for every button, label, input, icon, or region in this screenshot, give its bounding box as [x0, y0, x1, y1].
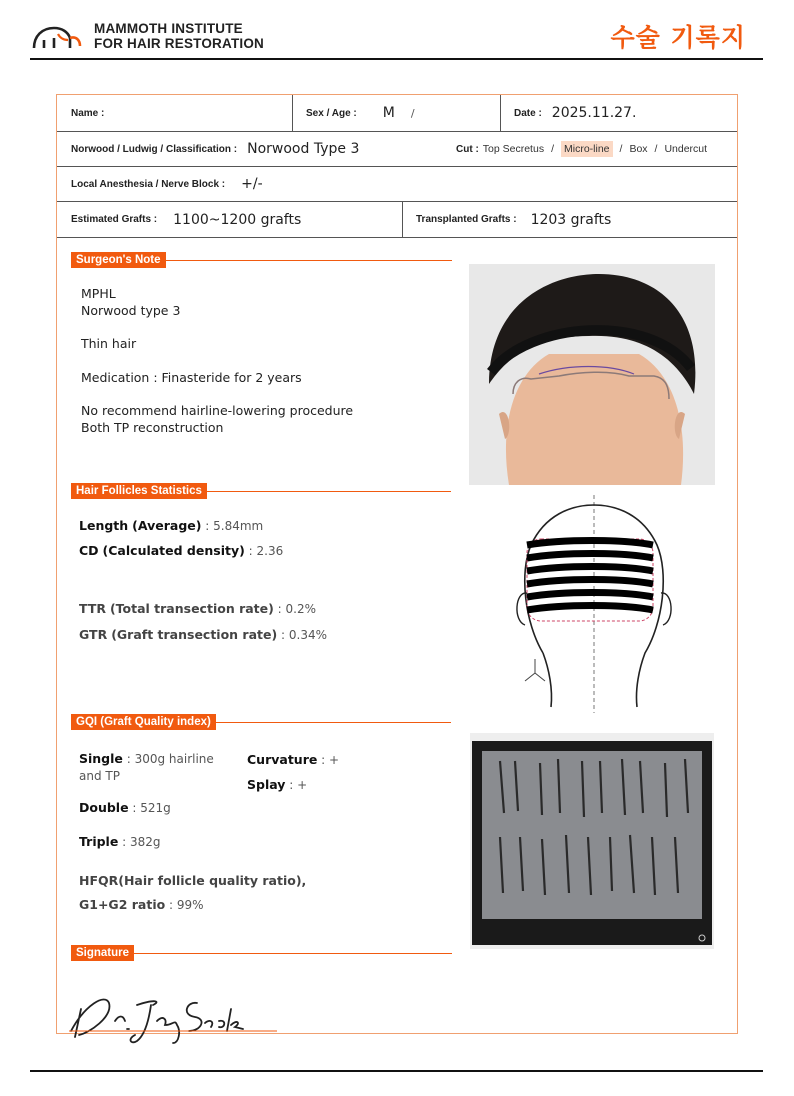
ttr-label: TTR [79, 601, 106, 616]
cd-paren: (Calculated density) [102, 543, 245, 558]
double-value: : 521g [128, 801, 171, 815]
header-divider [30, 58, 763, 60]
surgeons-note-text [81, 285, 353, 436]
follicle-stats-title: Hair Follicles Statistics [71, 483, 207, 499]
section-rule [166, 260, 452, 261]
cut-separator: / [619, 143, 623, 155]
note-line: Thin hair [81, 336, 137, 351]
signature-header [71, 945, 452, 961]
cd-stat [79, 543, 283, 558]
document-title: 수술 기록지 [610, 23, 746, 52]
single-value: : 300g hairline [122, 752, 214, 766]
transplanted-grafts-field[interactable] [416, 202, 611, 237]
cut-option-box[interactable]: Box [629, 143, 648, 155]
cut-separator: / [654, 143, 658, 155]
cd-label: CD [79, 543, 99, 558]
follicle-microscope-photo [470, 733, 714, 949]
single-stat-cont [79, 768, 120, 783]
single-label: Single [79, 751, 123, 766]
estimated-grafts-value: 1100~1200 grafts [173, 211, 302, 228]
ttr-value: : 0.2% [273, 602, 317, 616]
cut-option-top-secretus[interactable]: Top Secretus [482, 143, 545, 155]
date-label: Date : [514, 107, 542, 119]
follicle-stats-header [71, 483, 451, 499]
institute-logo [30, 20, 264, 52]
gtr-stat [79, 627, 327, 642]
mammoth-logo-icon [30, 20, 86, 52]
curvature-stat [247, 752, 339, 767]
note-line: Norwood type 3 [81, 303, 181, 318]
transplanted-grafts-label: Transplanted Grafts : [416, 214, 517, 225]
donor-area-diagram [513, 493, 673, 715]
divider [292, 95, 293, 131]
gqi-header [71, 714, 451, 730]
note-line: Medication : Finasteride for 2 years [81, 370, 302, 385]
double-stat [79, 800, 171, 815]
splay-value: : + [285, 778, 308, 792]
sex-age-field[interactable] [306, 95, 415, 131]
name-field[interactable] [71, 95, 112, 131]
section-rule [134, 953, 452, 954]
row-anesthesia [57, 167, 737, 202]
splay-stat [247, 777, 307, 792]
g1g2-value: : 99% [165, 898, 204, 912]
section-rule [216, 722, 451, 723]
cut-option-undercut[interactable]: Undercut [664, 143, 708, 155]
curvature-value: : + [317, 753, 340, 767]
splay-label: Splay [247, 777, 286, 792]
sex-value: M [382, 105, 395, 121]
row-classification-cut [57, 132, 737, 167]
gtr-label: GTR [79, 627, 108, 642]
triple-value: : 382g [118, 835, 161, 849]
triple-stat [79, 834, 161, 849]
cut-label: Cut : [456, 143, 479, 155]
anesthesia-label: Local Anesthesia / Nerve Block : [71, 178, 226, 190]
gtr-paren: (Graft transection rate) [111, 627, 278, 642]
row-name-sex-date [57, 95, 737, 132]
classification-label: Norwood / Ludwig / Classification : [71, 143, 238, 155]
ttr-stat [79, 601, 316, 616]
double-label: Double [79, 800, 129, 815]
gtr-value: : 0.34% [277, 628, 327, 642]
org-name-line2: FOR HAIR RESTORATION [94, 36, 265, 51]
triple-label: Triple [79, 834, 119, 849]
estimated-grafts-field[interactable] [71, 202, 301, 237]
cut-option-micro-line[interactable]: Micro-line [561, 141, 613, 157]
row-grafts [57, 202, 737, 238]
hfqr-stat [79, 873, 306, 888]
sex-age-label: Sex / Age : [306, 107, 357, 119]
g1g2-stat [79, 897, 204, 912]
date-field[interactable] [514, 95, 636, 131]
gqi-title: GQI (Graft Quality index) [71, 714, 216, 730]
divider [500, 95, 501, 131]
transplanted-grafts-value: 1203 grafts [530, 211, 612, 228]
classification-field[interactable] [71, 132, 359, 166]
note-line: No recommend hairline-lowering procedure [81, 403, 354, 418]
doctor-signature [65, 985, 277, 1047]
cd-value: : 2.36 [244, 544, 284, 558]
g1g2-label: G1+G2 ratio [79, 897, 166, 912]
patient-hairline-photo [469, 264, 715, 485]
note-line: MPHL [81, 286, 116, 301]
date-value: 2025.11.27. [551, 105, 637, 121]
curvature-label: Curvature [247, 752, 318, 767]
age-separator: / [410, 106, 415, 120]
single-value-line2: and TP [79, 769, 120, 783]
note-line: Both TP reconstruction [81, 420, 224, 435]
cut-field [456, 132, 707, 166]
classification-value: Norwood Type 3 [247, 141, 360, 157]
anesthesia-field[interactable] [71, 167, 263, 201]
record-form [56, 94, 738, 1034]
length-paren: (Average) [132, 518, 202, 533]
length-value: : 5.84mm [201, 519, 264, 533]
hfqr-label: HFQR(Hair follicle quality ratio), [79, 873, 307, 888]
cut-separator: / [551, 143, 554, 155]
org-name-line1: MAMMOTH INSTITUTE [94, 21, 243, 36]
signature-title: Signature [71, 945, 134, 961]
surgeons-note-header [71, 252, 452, 268]
divider [402, 202, 403, 237]
section-rule [207, 491, 451, 492]
length-stat [79, 518, 263, 533]
ttr-paren: (Total transection rate) [109, 601, 274, 616]
length-label: Length [79, 518, 129, 533]
footer-divider [30, 1070, 763, 1072]
surgeons-note-title: Surgeon's Note [71, 252, 166, 268]
name-label: Name : [71, 107, 105, 119]
estimated-grafts-label: Estimated Grafts : [71, 214, 158, 225]
anesthesia-value: +/- [241, 176, 263, 192]
single-stat [79, 751, 214, 766]
cut-options [483, 141, 707, 157]
